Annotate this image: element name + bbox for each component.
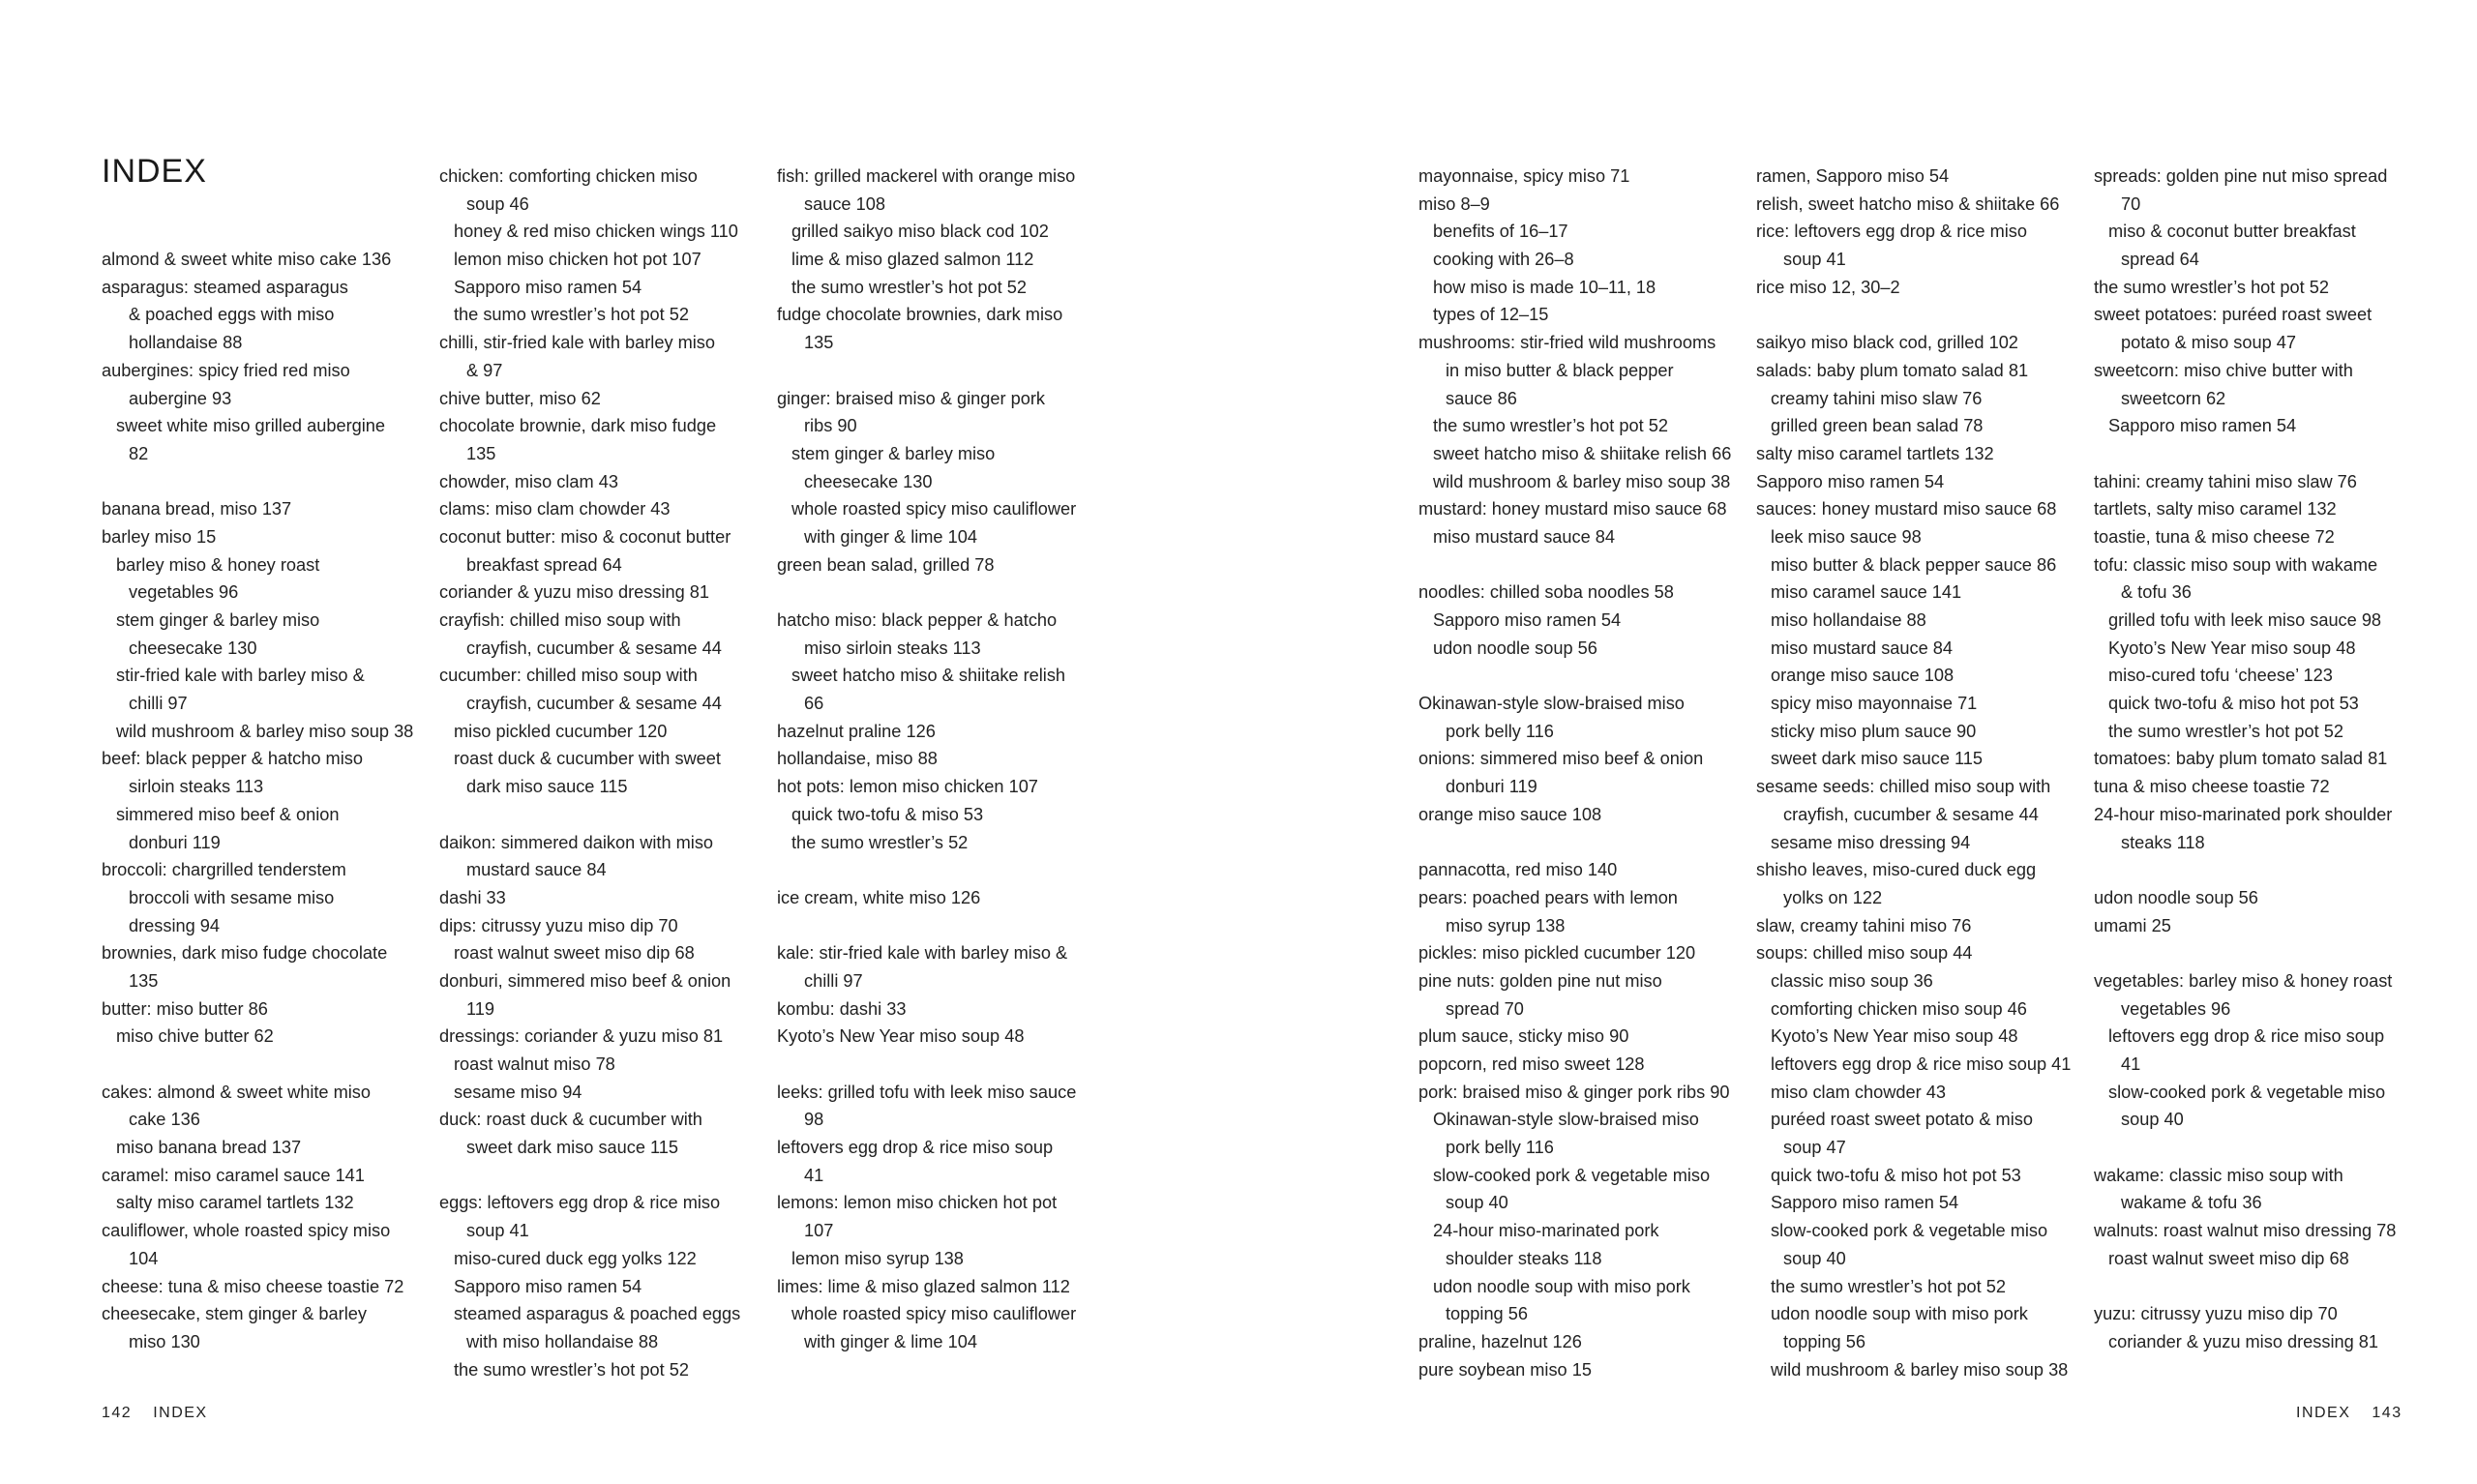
index-entry: fudge chocolate brownies, dark miso [777,305,1063,325]
index-subentry: 70 [2121,193,2141,214]
index-entry: popcorn, red miso sweet 128 [1418,1054,1645,1074]
index-entry: tuna & miso cheese toastie 72 [2094,777,2330,797]
index-subentry: miso-cured duck egg yolks 122 [454,1248,697,1268]
index-subentry: & 97 [466,360,503,380]
entry-gap [2094,939,2423,967]
index-subentry: vegetables 96 [2121,998,2231,1019]
index-subentry: leftovers egg drop & rice miso soup [2108,1026,2385,1047]
index-subentry: slow-cooked pork & vegetable miso [1433,1165,1711,1185]
index-entry: tomatoes: baby plum tomato salad 81 [2094,749,2388,769]
index-subentry: roast walnut sweet miso dip 68 [2108,1248,2349,1268]
index-subentry: 135 [466,443,496,463]
index-entry: wakame: classic miso soup with [2094,1165,2343,1185]
index-subentry: yolks on 122 [1783,887,1883,907]
index-entry: cucumber: chilled miso soup with [439,666,698,686]
entry-gap [102,1051,431,1079]
index-entry: tahini: creamy tahini miso slaw 76 [2094,471,2357,491]
index-subentry: soup 46 [466,193,529,214]
index-subentry: dark miso sauce 115 [466,777,628,797]
index-subentry: lime & miso glazed salmon 112 [791,250,1034,270]
index-subentry: Sapporo miso ramen 54 [1433,610,1622,630]
page-title: INDEX [102,153,207,190]
index-subentry: sweetcorn 62 [2121,388,2226,408]
index-subentry: leftovers egg drop & rice miso soup 41 [1771,1054,2072,1074]
index-subentry: with ginger & lime 104 [804,1331,977,1351]
index-entry: hatcho miso: black pepper & hatcho [777,610,1058,630]
index-subentry: roast walnut sweet miso dip 68 [454,943,695,964]
index-subentry: soup 40 [2121,1110,2184,1130]
index-subentry: whole roasted spicy miso cauliflower [791,1304,1077,1324]
index-entry: coriander & yuzu miso dressing 81 [439,582,710,603]
index-subentry: miso butter & black pepper sauce 86 [1771,554,2057,575]
index-subentry: spread 64 [2121,250,2199,270]
index-column-left-1 [102,163,431,1356]
index-subentry: vegetables 96 [129,582,239,603]
index-entry: coconut butter: miso & coconut butter [439,526,731,547]
index-subentry: aubergine 93 [129,388,232,408]
index-subentry: Kyoto’s New Year miso soup 48 [1771,1026,2018,1047]
index-subentry: miso mustard sauce 84 [1771,638,1954,658]
index-subentry: 135 [804,333,834,353]
index-entry: hollandaise, miso 88 [777,749,938,769]
index-entry: 24-hour miso-marinated pork shoulder [2094,804,2393,824]
index-subentry: udon noodle soup with miso pork [1771,1304,2028,1324]
index-entry: dips: citrussy yuzu miso dip 70 [439,915,678,935]
index-entry: ramen, Sapporo miso 54 [1756,166,1950,186]
index-entry: chocolate brownie, dark miso fudge [439,416,717,436]
index-subentry: 107 [804,1221,834,1241]
entry-gap [2094,440,2423,468]
entry-gap [102,191,431,219]
index-subentry: soup 40 [1446,1193,1508,1213]
index-entry: dashi 33 [439,887,506,907]
index-entry: chilli, stir-fried kale with barley miso [439,333,716,353]
index-entry: cakes: almond & sweet white miso [102,1082,371,1102]
index-subentry: 82 [129,443,149,463]
index-subentry: the sumo wrestler’s hot pot 52 [1771,1276,2006,1296]
index-subentry: sauce 108 [804,193,885,214]
index-subentry: salty miso caramel tartlets 132 [116,1193,354,1213]
index-subentry: 24-hour miso-marinated pork [1433,1221,1659,1241]
index-subentry: chilli 97 [804,970,863,991]
index-subentry: 135 [129,970,159,991]
index-subentry: the sumo wrestler’s hot pot 52 [1433,416,1668,436]
index-subentry: sirloin steaks 113 [129,777,264,797]
entry-gap [2094,856,2423,884]
entry-gap [439,1162,768,1190]
index-entry: caramel: miso caramel sauce 141 [102,1165,365,1185]
index-column-right-2 [1756,163,2085,1383]
index-subentry: steaks 118 [2121,832,2205,852]
index-subentry: breakfast spread 64 [466,554,622,575]
index-entry: donburi, simmered miso beef & onion [439,970,731,991]
index-subentry: the sumo wrestler’s hot pot 52 [2108,721,2343,741]
entry-gap [777,579,1106,607]
index-entry: almond & sweet white miso cake 136 [102,250,392,270]
index-entry: broccoli: chargrilled tenderstem [102,860,346,880]
index-subentry: soup 47 [1783,1138,1846,1158]
index-entry: pickles: miso pickled cucumber 120 [1418,943,1696,964]
index-entry: ice cream, white miso 126 [777,887,981,907]
index-subentry: 104 [129,1248,159,1268]
index-column-right-3 [2094,163,2423,1356]
index-entry: fish: grilled mackerel with orange miso [777,166,1076,186]
index-subentry: cheesecake 130 [129,638,257,658]
entry-gap [777,912,1106,940]
index-subentry: miso caramel sauce 141 [1771,582,1962,603]
index-subentry: Sapporo miso ramen 54 [454,1276,642,1296]
index-subentry: potato & miso soup 47 [2121,333,2296,353]
index-subentry: broccoli with sesame miso [129,887,335,907]
index-subentry: sweet dark miso sauce 115 [466,1138,679,1158]
index-entry: mayonnaise, spicy miso 71 [1418,166,1630,186]
index-subentry: 66 [804,694,824,714]
index-subentry: with miso hollandaise 88 [466,1331,659,1351]
index-subentry: miso sirloin steaks 113 [804,638,981,658]
index-subentry: miso chive butter 62 [116,1026,274,1047]
index-entry: tartlets, salty miso caramel 132 [2094,499,2337,519]
index-subentry: stem ginger & barley miso [791,443,996,463]
index-subentry: & tofu 36 [2121,582,2192,603]
index-entry: crayfish: chilled miso soup with [439,610,681,630]
index-entry: barley miso 15 [102,526,217,547]
left-page-footer [102,1405,208,1422]
index-subentry: shoulder steaks 118 [1446,1248,1602,1268]
index-entry: vegetables: barley miso & honey roast [2094,970,2393,991]
index-entry: eggs: leftovers egg drop & rice miso [439,1193,721,1213]
index-subentry: comforting chicken miso soup 46 [1771,998,2027,1019]
index-entry: daikon: simmered daikon with miso [439,832,714,852]
entry-gap [102,218,431,246]
index-subentry: miso hollandaise 88 [1771,610,1926,630]
index-entry: ginger: braised miso & ginger pork [777,388,1045,408]
index-entry: kombu: dashi 33 [777,998,907,1019]
index-subentry: sauce 86 [1446,388,1517,408]
index-entry: cheesecake, stem ginger & barley [102,1304,367,1324]
index-subentry: benefits of 16–17 [1433,222,1568,242]
index-entry: brownies, dark miso fudge chocolate [102,943,388,964]
index-subentry: stem ginger & barley miso [116,610,320,630]
index-column-right-1 [1418,163,1747,1383]
index-subentry: grilled tofu with leek miso sauce 98 [2108,610,2382,630]
index-subentry: with ginger & lime 104 [804,526,977,547]
index-subentry: roast walnut miso 78 [454,1054,615,1074]
running-footer-label: INDEX [153,1405,208,1421]
index-subentry: miso mustard sauce 84 [1433,526,1616,547]
index-entry: hot pots: lemon miso chicken 107 [777,777,1038,797]
index-subentry: barley miso & honey roast [116,554,320,575]
index-subentry: in miso butter & black pepper [1446,360,1674,380]
index-subentry: crayfish, cucumber & sesame 44 [466,694,722,714]
index-subentry: Sapporo miso ramen 54 [2108,416,2297,436]
index-subentry: hollandaise 88 [129,333,243,353]
index-entry: walnuts: roast walnut miso dressing 78 [2094,1221,2397,1241]
index-subentry: whole roasted spicy miso cauliflower [791,499,1077,519]
running-footer-label: INDEX [2296,1405,2351,1421]
index-entry: mustard: honey mustard miso sauce 68 [1418,499,1727,519]
index-subentry: spicy miso mayonnaise 71 [1771,694,1978,714]
index-entry: hazelnut praline 126 [777,721,936,741]
index-entry: udon noodle soup 56 [2094,887,2258,907]
index-entry: kale: stir-fried kale with barley miso & [777,943,1068,964]
index-column-left-3 [777,163,1106,1356]
index-entry: Sapporo miso ramen 54 [1756,471,1945,491]
index-entry: salads: baby plum tomato salad 81 [1756,360,2029,380]
index-subentry: 98 [804,1110,824,1130]
index-subentry: crayfish, cucumber & sesame 44 [466,638,722,658]
index-entry: umami 25 [2094,915,2171,935]
index-subentry: cake 136 [129,1110,200,1130]
index-entry: rice: leftovers egg drop & rice miso [1756,222,2027,242]
index-subentry: creamy tahini miso slaw 76 [1771,388,1983,408]
index-entry: rice miso 12, 30–2 [1756,277,1900,297]
index-subentry: miso & coconut butter breakfast [2108,222,2356,242]
index-column-left-2 [439,163,768,1383]
index-subentry: wakame & tofu 36 [2121,1193,2262,1213]
index-entry: cheese: tuna & miso cheese toastie 72 [102,1276,404,1296]
index-subentry: sweet hatcho miso & shiitake relish 66 [1433,443,1732,463]
index-subentry: udon noodle soup with miso pork [1433,1276,1690,1296]
index-subentry: wild mushroom & barley miso soup 38 [1771,1359,2069,1380]
index-subentry: steamed asparagus & poached eggs [454,1304,741,1324]
index-subentry: soup 41 [1783,250,1846,270]
index-subentry: miso pickled cucumber 120 [454,721,668,741]
index-subentry: dressing 94 [129,915,221,935]
index-entry: the sumo wrestler’s hot pot 52 [2094,277,2329,297]
index-entry: asparagus: steamed asparagus [102,277,348,297]
entry-gap [102,163,431,191]
index-subentry: types of 12–15 [1433,305,1549,325]
index-subentry: donburi 119 [1446,777,1537,797]
index-entry: aubergines: spicy fried red miso [102,360,350,380]
right-page-footer [2296,1405,2402,1422]
index-subentry: ribs 90 [804,416,857,436]
index-subentry: sesame miso 94 [454,1082,582,1102]
index-subentry: lemon miso chicken hot pot 107 [454,250,701,270]
index-subentry: puréed roast sweet potato & miso [1771,1110,2033,1130]
index-subentry: grilled saikyo miso black cod 102 [791,222,1049,242]
index-subentry: honey & red miso chicken wings 110 [454,222,738,242]
index-subentry: udon noodle soup 56 [1433,638,1597,658]
index-subentry: the sumo wrestler’s hot pot 52 [454,305,689,325]
index-subentry: sweet hatcho miso & shiitake relish [791,666,1066,686]
index-subentry: stir-fried kale with barley miso & [116,666,365,686]
index-entry: leeks: grilled tofu with leek miso sauce [777,1082,1077,1102]
index-entry: chowder, miso clam 43 [439,471,618,491]
entry-gap [2094,1273,2423,1301]
index-entry: pork: braised miso & ginger pork ribs 90 [1418,1082,1730,1102]
index-entry: lemons: lemon miso chicken hot pot [777,1193,1058,1213]
index-entry: cauliflower, whole roasted spicy miso [102,1221,391,1241]
entry-gap [777,357,1106,385]
entry-gap [777,1051,1106,1079]
index-subentry: sweet dark miso sauce 115 [1771,749,1984,769]
entry-gap [1756,301,2085,329]
index-subentry: sesame miso dressing 94 [1771,832,1971,852]
index-subentry: pork belly 116 [1446,721,1554,741]
index-subentry: quick two-tofu & miso hot pot 53 [2108,694,2359,714]
index-subentry: topping 56 [1783,1331,1865,1351]
index-subentry: 41 [2121,1054,2141,1074]
index-subentry: 119 [466,998,494,1019]
index-subentry: 41 [804,1165,824,1185]
index-subentry: grilled green bean salad 78 [1771,416,1984,436]
index-subentry: Sapporo miso ramen 54 [1771,1193,1959,1213]
index-entry: Okinawan-style slow-braised miso [1418,694,1685,714]
index-entry: beef: black pepper & hatcho miso [102,749,363,769]
index-subentry: coriander & yuzu miso dressing 81 [2108,1331,2379,1351]
index-entry: relish, sweet hatcho miso & shiitake 66 [1756,193,2060,214]
index-entry: spreads: golden pine nut miso spread [2094,166,2388,186]
index-subentry: classic miso soup 36 [1771,970,1933,991]
index-subentry: crayfish, cucumber & sesame 44 [1783,804,2039,824]
index-subentry: soup 41 [466,1221,529,1241]
index-entry: salty miso caramel tartlets 132 [1756,443,1994,463]
index-subentry: orange miso sauce 108 [1771,666,1955,686]
entry-gap [2094,1134,2423,1162]
index-subentry: lemon miso syrup 138 [791,1248,964,1268]
entry-gap [439,801,768,829]
index-entry: clams: miso clam chowder 43 [439,499,671,519]
index-subentry: cheesecake 130 [804,471,933,491]
entry-gap [1418,551,1747,579]
index-entry: pure soybean miso 15 [1418,1359,1592,1380]
index-entry: Kyoto’s New Year miso soup 48 [777,1026,1025,1047]
index-entry: pine nuts: golden pine nut miso [1418,970,1662,991]
index-entry: pears: poached pears with lemon [1418,887,1678,907]
index-subentry: miso syrup 138 [1446,915,1566,935]
index-entry: butter: miso butter 86 [102,998,268,1019]
index-entry: sweet potatoes: puréed roast sweet [2094,305,2373,325]
index-entry: praline, hazelnut 126 [1418,1331,1582,1351]
index-subentry: soup 40 [1783,1248,1846,1268]
index-subentry: Kyoto’s New Year miso soup 48 [2108,638,2356,658]
index-subentry: wild mushroom & barley miso soup 38 [116,721,414,741]
index-entry: banana bread, miso 137 [102,499,292,519]
index-entry: tofu: classic miso soup with wakame [2094,554,2378,575]
index-subentry: the sumo wrestler’s hot pot 52 [454,1359,689,1380]
index-subentry: miso 130 [129,1331,200,1351]
index-subentry: Okinawan-style slow-braised miso [1433,1110,1699,1130]
index-entry: shisho leaves, miso-cured duck egg [1756,860,2037,880]
entry-gap [102,468,431,496]
index-entry: orange miso sauce 108 [1418,804,1602,824]
index-subentry: pork belly 116 [1446,1138,1554,1158]
index-entry: miso 8–9 [1418,193,1490,214]
index-entry: green bean salad, grilled 78 [777,554,995,575]
entry-gap [1418,662,1747,690]
index-subentry: chilli 97 [129,694,188,714]
entry-gap [1418,829,1747,857]
page-number: 143 [2372,1405,2402,1421]
index-entry: slaw, creamy tahini miso 76 [1756,915,1972,935]
index-entry: leftovers egg drop & rice miso soup [777,1138,1054,1158]
index-subentry: miso clam chowder 43 [1771,1082,1946,1102]
index-entry: pannacotta, red miso 140 [1418,860,1618,880]
index-entry: toastie, tuna & miso cheese 72 [2094,526,2335,547]
index-entry: mushrooms: stir-fried wild mushrooms [1418,333,1716,353]
index-subentry: wild mushroom & barley miso soup 38 [1433,471,1731,491]
index-entry: plum sauce, sticky miso 90 [1418,1026,1629,1047]
index-subentry: sticky miso plum sauce 90 [1771,721,1977,741]
index-subentry: spread 70 [1446,998,1524,1019]
index-entry: sauces: honey mustard miso sauce 68 [1756,499,2057,519]
page-number: 142 [102,1405,133,1421]
index-entry: sesame seeds: chilled miso soup with [1756,777,2051,797]
index-entry: duck: roast duck & cucumber with [439,1110,702,1130]
index-entry: dressings: coriander & yuzu miso 81 [439,1026,724,1047]
index-entry: noodles: chilled soba noodles 58 [1418,582,1674,603]
index-subentry: miso banana bread 137 [116,1138,302,1158]
index-subentry: roast duck & cucumber with sweet [454,749,721,769]
index-subentry: the sumo wrestler’s hot pot 52 [791,277,1027,297]
index-entry: chive butter, miso 62 [439,388,601,408]
index-entry: onions: simmered miso beef & onion [1418,749,1704,769]
index-subentry: Sapporo miso ramen 54 [454,277,642,297]
index-entry: yuzu: citrussy yuzu miso dip 70 [2094,1304,2338,1324]
index-entry: chicken: comforting chicken miso [439,166,698,186]
index-subentry: the sumo wrestler’s 52 [791,832,969,852]
index-subentry: simmered miso beef & onion [116,804,340,824]
index-entry: soups: chilled miso soup 44 [1756,943,1973,964]
index-subentry: topping 56 [1446,1304,1528,1324]
index-subentry: & poached eggs with miso [129,305,335,325]
index-entry: saikyo miso black cod, grilled 102 [1756,333,2018,353]
index-subentry: quick two-tofu & miso hot pot 53 [1771,1165,2021,1185]
index-subentry: slow-cooked pork & vegetable miso [2108,1082,2386,1102]
index-subentry: donburi 119 [129,832,221,852]
index-subentry: slow-cooked pork & vegetable miso [1771,1221,2048,1241]
index-entry: limes: lime & miso glazed salmon 112 [777,1276,1070,1296]
index-subentry: leek miso sauce 98 [1771,526,1922,547]
index-subentry: how miso is made 10–11, 18 [1433,277,1656,297]
entry-gap [777,856,1106,884]
index-subentry: quick two-tofu & miso 53 [791,804,984,824]
index-subentry: miso-cured tofu ‘cheese’ 123 [2108,666,2333,686]
index-entry: sweetcorn: miso chive butter with [2094,360,2353,380]
index-subentry: sweet white miso grilled aubergine [116,416,386,436]
index-subentry: cooking with 26–8 [1433,250,1574,270]
index-subentry: mustard sauce 84 [466,860,607,880]
